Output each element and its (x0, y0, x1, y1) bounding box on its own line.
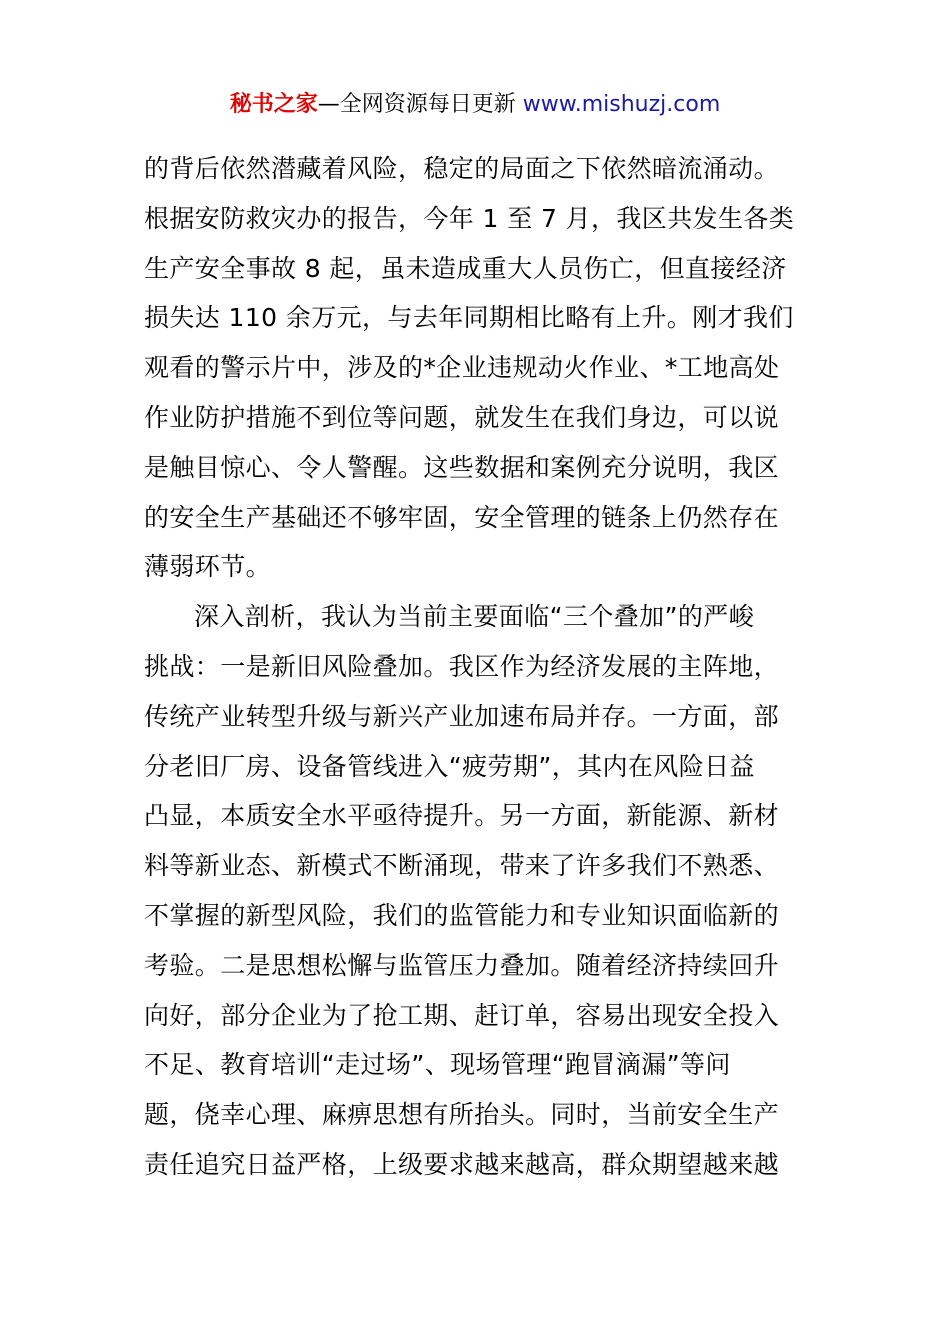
text-line: 料等新业态、新模式不断涌现，带来了许多我们不熟悉、 (144, 851, 780, 881)
text-line: 薄弱环节。 (144, 552, 272, 582)
text-line: 作业防护措施不到位等问题，就发生在我们身边，可以说 (144, 402, 780, 432)
text-line: 题，侥幸心理、麻痹思想有所抬头。同时，当前安全生产 (144, 1100, 780, 1130)
paragraph-first-line: 深入剖析，我认为当前主要面临“三个叠加”的严峻 (194, 602, 755, 632)
text-line: 向好，部分企业为了抢工期、赶订单，容易出现安全投入 (144, 1000, 780, 1030)
text-line: 传统产业转型升级与新兴产业加速布局并存。一方面，部 (144, 701, 780, 731)
header-tagline: —全网资源每日更新 (317, 92, 523, 117)
text-line: 不掌握的新型风险，我们的监管能力和专业知识面临新的 (144, 900, 780, 930)
text-line: 损失达 110 余万元，与去年同期相比略有上升。刚才我们 (144, 303, 794, 333)
text-line: 根据安防救灾办的报告，今年 1 至 7 月，我区共发生各类 (144, 203, 795, 233)
text-line: 不足、教育培训“走过场”、现场管理“跑冒滴漏”等问 (144, 1050, 731, 1080)
header-site-link[interactable]: www.mishuzj.com (522, 92, 721, 117)
header-brand: 秘书之家 (229, 92, 318, 117)
text-line: 观看的警示片中，涉及的*企业违规动火作业、*工地高处 (144, 353, 780, 383)
text-line: 是触目惊心、令人警醒。这些数据和案例充分说明，我区 (144, 452, 780, 482)
document-body (144, 144, 824, 1190)
text-line: 的背后依然潜藏着风险，稳定的局面之下依然暗流涌动。 (144, 154, 780, 183)
text-line: 生产安全事故 8 起，虽未造成重大人员伤亡，但直接经济 (144, 253, 787, 283)
text-line: 的安全生产基础还不够牢固，安全管理的链条上仍然存在 (144, 502, 780, 532)
text-line: 挑战：一是新旧风险叠加。我区作为经济发展的主阵地， (144, 651, 780, 681)
text-line: 考验。二是思想松懈与监管压力叠加。随着经济持续回升 (144, 950, 780, 980)
text-line: 责任追究日益严格，上级要求越来越高，群众期望越来越 (144, 1149, 780, 1179)
text-line: 分老旧厂房、设备管线进入“疲劳期”，其内在风险日益 (144, 751, 755, 781)
text-line: 凸显，本质安全水平亟待提升。另一方面，新能源、新材 (144, 801, 780, 831)
page-header (0, 90, 950, 120)
